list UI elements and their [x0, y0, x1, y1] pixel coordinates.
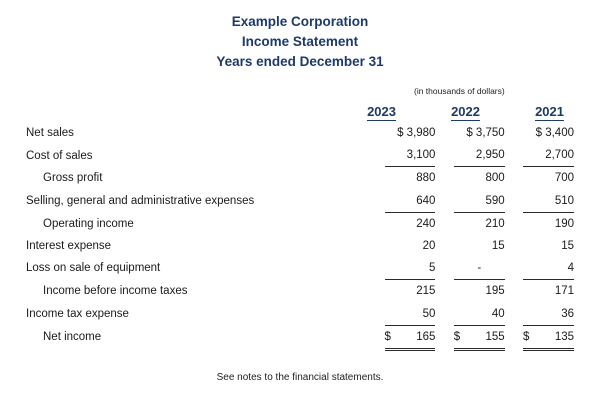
row-label: Net sales	[26, 127, 74, 140]
year-header-2022	[410, 103, 480, 121]
table-row	[26, 212, 574, 235]
value-2021: 700	[554, 172, 574, 185]
year-header-2021	[494, 103, 564, 121]
table-row	[26, 144, 574, 167]
row-label: Income before income taxes	[43, 285, 188, 298]
statement-title: Income Statement	[241, 34, 359, 49]
row-label: Net income	[43, 331, 102, 344]
value-2022: 210	[485, 217, 505, 230]
table-row	[26, 257, 574, 280]
table-row	[26, 122, 574, 144]
value-amount: 155	[485, 330, 505, 343]
value-2022: 15	[491, 240, 505, 253]
statement-period: Years ended December 31	[216, 54, 384, 69]
value-2021: 36	[523, 303, 574, 326]
value-2023	[385, 325, 436, 349]
row-label: Operating income	[43, 217, 134, 230]
table-row	[26, 167, 574, 190]
company-name: Example Corporation	[231, 14, 369, 29]
value-2023: 880	[416, 172, 436, 185]
year-label: 2021	[535, 104, 564, 119]
row-label: Gross profit	[43, 172, 103, 185]
table-row	[26, 303, 574, 326]
value-2023: 50	[385, 303, 436, 326]
year-header-2023	[326, 103, 396, 121]
value-2022: 800	[485, 172, 505, 185]
value-2023: 3,100	[385, 144, 436, 167]
value-2023: 5	[385, 257, 436, 280]
year-label: 2023	[367, 104, 396, 119]
currency-symbol: $	[523, 330, 530, 343]
value-2021: $ 3,400	[535, 127, 574, 140]
year-label: 2022	[451, 104, 480, 119]
row-label: Selling, general and administrative expenses	[26, 194, 255, 207]
value-2022: 590	[454, 190, 505, 213]
value-2022: 40	[454, 303, 505, 326]
currency-symbol: $	[453, 330, 461, 343]
value-2022: 195	[485, 285, 505, 298]
value-2023: 215	[416, 285, 436, 298]
value-amount: 135	[554, 330, 574, 343]
row-label: Loss on sale of equipment	[26, 262, 161, 275]
footnote: See notes to the financial statements.	[216, 372, 384, 383]
value-amount: 165	[416, 330, 436, 343]
value-2022: -	[454, 257, 505, 280]
value-2023: $ 3,980	[397, 127, 436, 140]
units-note: (in thousands of dollars)	[414, 86, 505, 96]
row-label: Interest expense	[26, 240, 112, 253]
value-2023: 640	[385, 190, 436, 213]
value-2023: 240	[416, 217, 436, 230]
table-row	[26, 280, 574, 303]
value-2022: 2,950	[454, 144, 505, 167]
row-label: Income tax expense	[26, 307, 129, 320]
value-2021: 2,700	[523, 144, 574, 167]
value-2022: $ 3,750	[466, 127, 505, 140]
income-statement-table	[26, 122, 574, 351]
statement-header	[0, 12, 600, 72]
value-2023: 20	[422, 240, 436, 253]
value-2021: 4	[523, 257, 574, 280]
value-2021	[523, 325, 574, 349]
value-2021: 171	[554, 285, 574, 298]
value-2021: 15	[561, 240, 574, 253]
value-2021: 190	[554, 217, 574, 230]
value-2022	[454, 325, 505, 349]
table-row	[26, 235, 574, 257]
row-label: Cost of sales	[26, 149, 93, 162]
value-2021: 510	[523, 190, 574, 213]
table-row	[26, 190, 574, 213]
table-row	[26, 325, 574, 349]
currency-symbol: $	[384, 330, 391, 343]
